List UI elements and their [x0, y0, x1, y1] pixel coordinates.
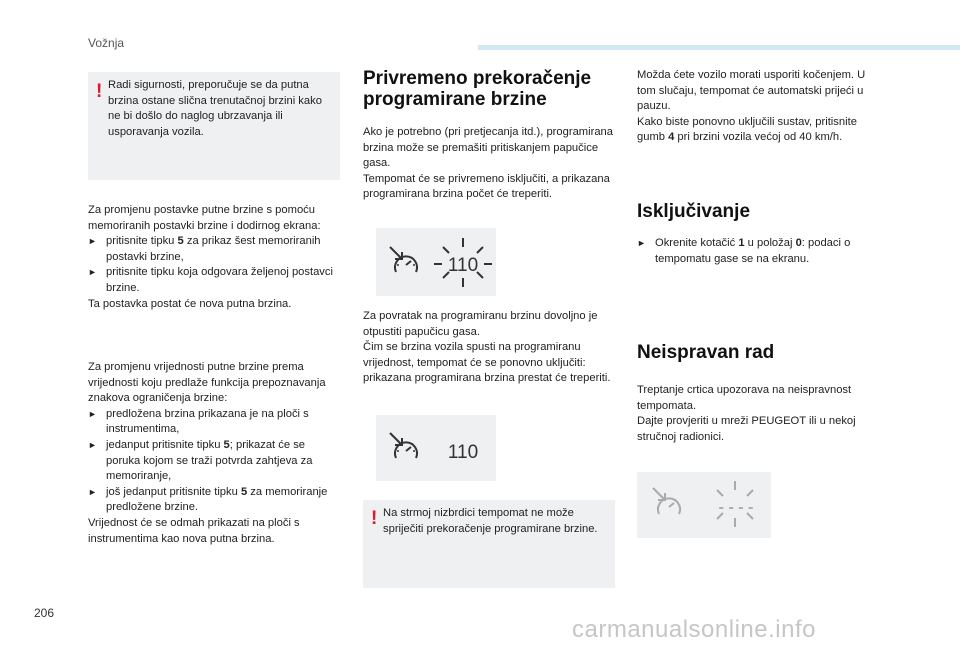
fault-dashes: - - - -	[718, 499, 754, 516]
list-item: ► pritisnite tipku koja odgovara željenoj postavci brzine.	[88, 266, 333, 294]
fault-text: Treptanje crtica upozorava na neispravnost tempomata. Dajte provjeriti u mreži PEUGEOT ili u nekoj stručnoj radionici.	[637, 384, 856, 443]
section-title: Vožnja	[88, 36, 125, 50]
watermark-text: carmanualsonline.info	[572, 616, 816, 643]
safety-note-text: Radi sigurnosti, preporučuje se da putna brzina ostane slična trenutačnoj brzini kako ne bi došlo do naglog ubrzavanja ili usporavanja vozila.	[108, 79, 322, 138]
sign-recognition-block	[88, 360, 342, 547]
key-label: 1	[738, 237, 745, 249]
key-label: 5	[177, 235, 184, 248]
bullet-icon: ►	[88, 408, 97, 419]
bullet-icon: ►	[637, 238, 646, 248]
key-label: 0	[795, 237, 802, 249]
downhill-note-text: Na strmoj nizbrdici tempomat ne može spriječiti prekoračenje programirane brzine.	[383, 507, 598, 535]
cruise-control-icon	[376, 228, 496, 296]
downhill-note	[363, 500, 615, 588]
bullet-icon: ►	[88, 486, 97, 497]
cruise-control-icon	[376, 415, 496, 481]
overspeed-text: Ako je potrebno (pri pretjecanja itd.), programirana brzina može se premašiti pritiskanjem papučice gasa. Tempomat će se privremeno isključiti, a prikazana programirana brzina počet će treperiti.	[363, 126, 613, 201]
page-number: 206	[34, 606, 55, 620]
block1-outro: Ta postavka postat će nova putna brzina.	[88, 297, 292, 310]
warning-icon: !	[371, 508, 378, 529]
speed-value: 110	[447, 255, 479, 276]
key-label: 4	[668, 131, 675, 144]
bullet-icon: ►	[88, 236, 97, 247]
overspeed-heading: Privremeno prekoračenje programirane brzine	[363, 68, 592, 110]
list-item: ► pritisnite tipku 5 za prikaz šest memoriranih postavki brzine,	[88, 235, 321, 263]
bullet-icon: ►	[88, 439, 97, 450]
speed-value: 110	[447, 442, 479, 463]
safety-note	[88, 72, 340, 180]
key-label: 5	[223, 438, 230, 451]
list-item: ► još jedanput pritisnite tipku 5 za memoriranje predložene brzine.	[88, 485, 328, 514]
braking-text: Možda ćete vozilo morati usporiti kočenjem. U tom slučaju, tempomat će automatski prijeći u pauzu. Kako biste ponovno uključili sustav, pritisnite gumb 4 pri brzini vozila većoj od 40 km/h.	[637, 69, 866, 144]
list-item: ► jedanput pritisnite tipku 5; prikazat će se poruka kojom se traži potvrda zahtjeva za memoriranje,	[88, 438, 313, 483]
switch-off-text	[637, 236, 885, 267]
block1-intro: Za promjenu postavke putne brzine s pomoću memoriranih postavki brzine i dodirnog ekrana:	[88, 204, 321, 232]
list-item: ► Okrenite kotačić 1 u položaj 0: podaci o tempomatu gase se na ekranu.	[637, 237, 851, 265]
switch-off-heading: Isključivanje	[637, 201, 751, 222]
steady-speed-panel	[376, 415, 496, 481]
cruise-control-icon	[637, 472, 771, 538]
list-item: ► predložena brzina prikazana je na ploči s instrumentima,	[88, 407, 309, 436]
key-label: 5	[240, 485, 248, 498]
block2-intro: Za promjenu vrijednosti putne brzine prema vrijednosti koju predlaže funkcija prepoznavanja znakova ograničenja brzine:	[88, 361, 326, 405]
header-bar	[478, 45, 960, 50]
fault-heading: Neispravan rad	[637, 342, 775, 363]
flashing-speed-panel	[376, 228, 496, 296]
fault-indicator-panel	[637, 472, 771, 538]
memorised-speeds-block	[88, 203, 342, 312]
warning-icon: !	[96, 81, 103, 102]
bullet-icon: ►	[88, 267, 97, 278]
block2-outro: Vrijednost će se odmah prikazati na ploči s instrumentima kao nova putna brzina.	[88, 516, 300, 545]
return-speed-text: Za povratak na programiranu brzinu dovoljno je otpustiti papučicu gasa. Čim se brzina vozila spusti na programiranu vrijednost, tempomat će se ponovno uključiti: prikazana programirana brzina prestat će treperiti.	[363, 310, 611, 385]
